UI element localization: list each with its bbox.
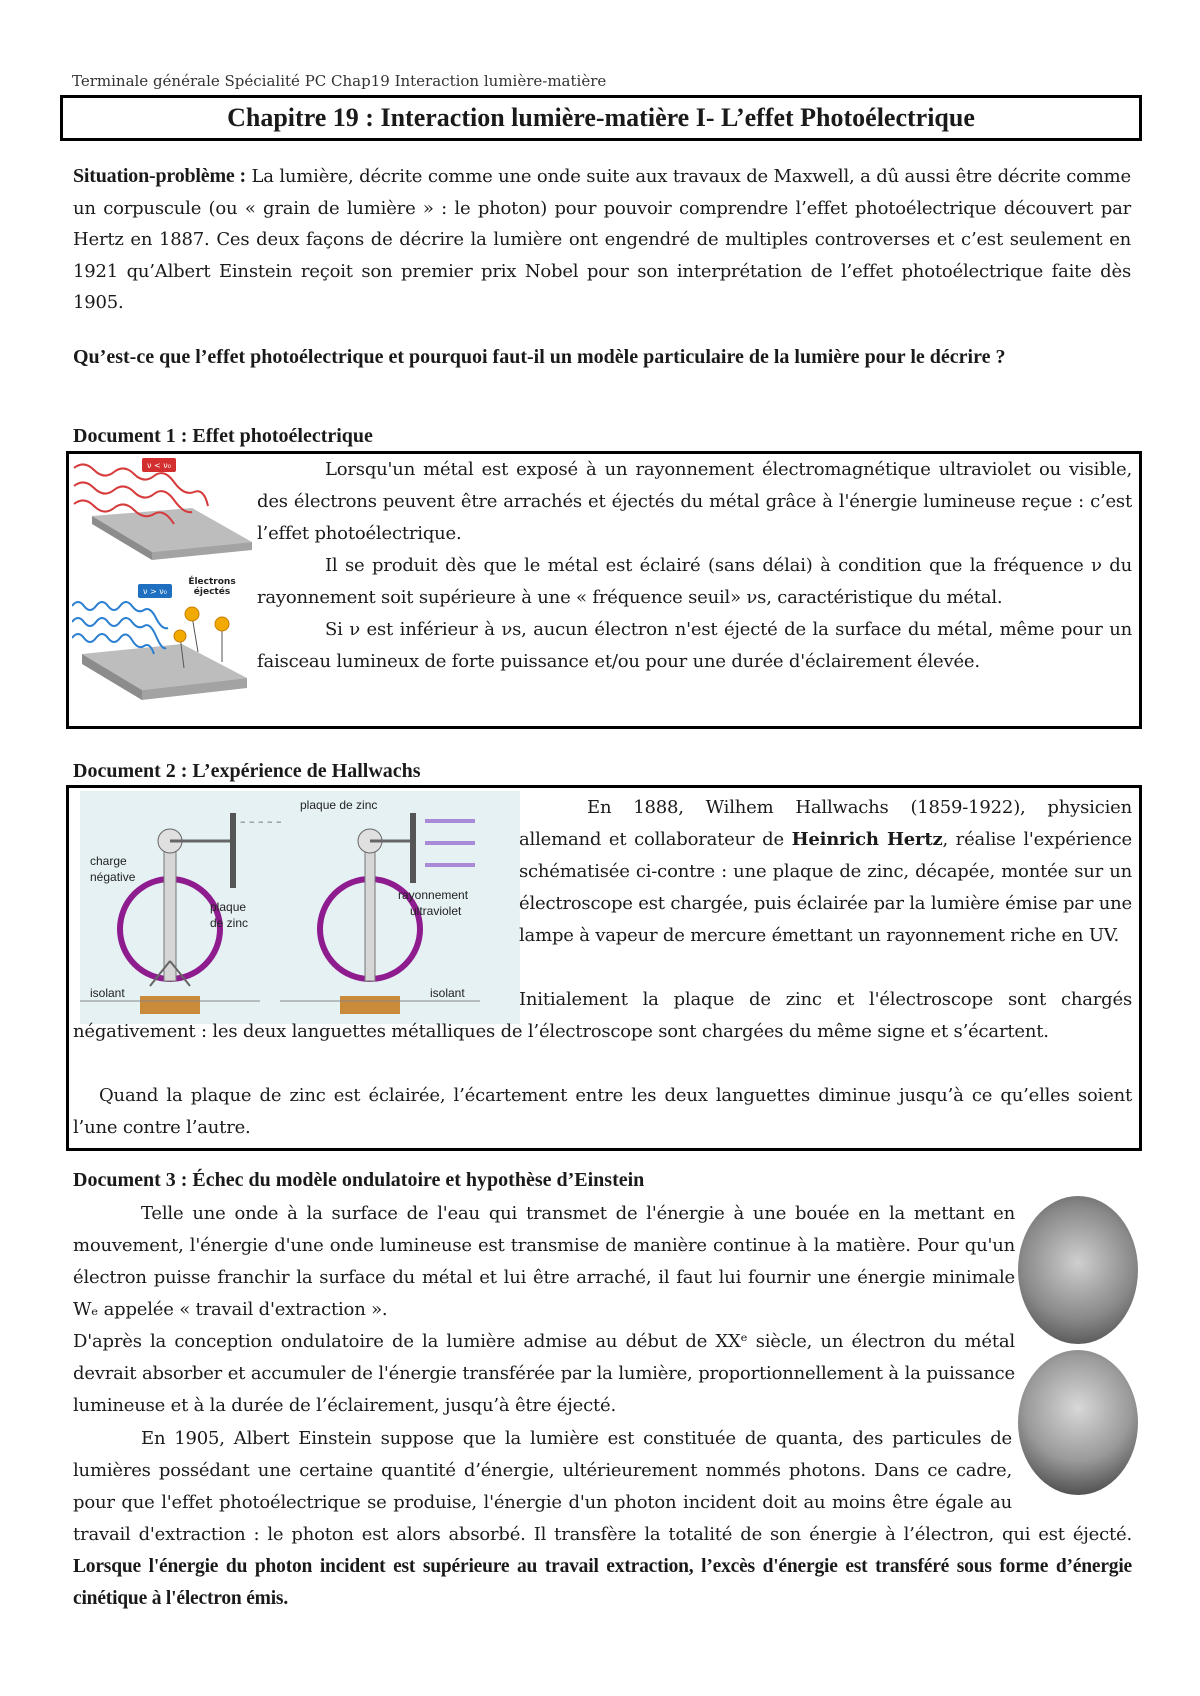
doc1-paragraph-3: Si ν est inférieur à νs, aucun électron n'est éjecté de la surface du métal, même pour un faisceau lumineux de forte puissance et/ou pour une durée d'éclairement élevée. [257,619,1132,672]
blue-wave-2 [72,618,166,648]
doc2-paragraph-2: Initialement la plaque de zinc et l'électroscope sont chargés négativement : les deux languettes métalliques de l’électroscope sont chargées du même signe et s’écartent. [73,989,1132,1042]
rayonnement-label: rayonnement [398,888,469,902]
chapter-title: Chapitre 19 : Interaction lumière-matière I- L’effet Photoélectrique [60,95,1142,141]
electron-2 [215,617,229,631]
right-isolant-label: isolant [430,986,465,1000]
doc3-text-top [73,1198,1015,1422]
doc3-paragraph-1: Telle une onde à la surface de l'eau qui transmet de l'énergie à une bouée en la mettant en mouvement, l'énergie d'une onde lumineuse est transmise de manière continue à la matière. Pour qu'un électron puisse franchir la surface du métal et lui être arraché, il faut lui fournir une énergie minimale Wₑ appelée « travail d'extraction ». [73,1203,1015,1320]
main-question: Qu’est-ce que l’effet photoélectrique et pourquoi faut-il un modèle particulaire de la lumière pour le décrire ? [73,346,1006,368]
running-header: Terminale générale Spécialité PC Chap19 Interaction lumière-matière [72,72,607,90]
situation-paragraph [73,161,1131,319]
doc2-text-right [519,792,1132,952]
portrait-spacer [1012,1423,1132,1519]
right-zinc-plate [410,813,416,883]
high-frequency-label: ν > ν₀ [143,587,167,596]
doc2-paragraph-3: Quand la plaque de zinc est éclairée, l’écartement entre les deux languettes diminue jusqu’à ce qu’elles soient l’une contre l’autre. [73,1085,1132,1138]
plaque-de-zinc-label: plaque de zinc [300,798,378,812]
doc1-text [257,454,1132,678]
left-isolant-label: isolant [90,986,125,1000]
low-frequency-label: ν < ν₀ [147,461,171,470]
electron-1 [185,607,199,621]
left-plate-charges: – – – – – [240,815,282,828]
de-zinc-label: de zinc [210,916,249,930]
photoelectric-figure [72,456,252,714]
doc3-title: Document 3 : Échec du modèle ondulatoire et hypothèse d’Einstein [73,1169,645,1191]
ultraviolet-label: ultraviolet [410,904,462,918]
doc2-title: Document 2 : L’expérience de Hallwachs [73,760,421,782]
doc3-paragraph-3: En 1905, Albert Einstein suppose que la lumière est constituée de quanta, des particules de lumières possédant une certaine quantité d’énergie, ultérieurement nommés photons. Dans ce cadre, pour que l'effet photoélectrique se produise, l'énergie d'un photon incident doit au moins être égale au travail d'extraction : le photon est alors absorbé. Il transfère la totalité de son énergie à l’électron, qui est éjecté. Lorsque l'énergie du photon incident est supérieure au travail extraction, l’excès d'énergie est transféré sous forme d’énergie cinétique à l'électron émis. [73,1423,1132,1615]
doc1-title: Document 1 : Effet photoélectrique [73,425,373,447]
right-electroscope-rod [365,851,375,981]
left-zinc-plate [230,813,236,888]
doc1-paragraph-2: Il se produit dès que le métal est éclairé (sans délai) à condition que la fréquence ν du rayonnement soit supérieure à une « fréquence seuil» νs, caractéristique du métal. [257,555,1132,608]
doc1-paragraph-1: Lorsqu'un métal est exposé à un rayonnement électromagnétique ultraviolet ou visible, des électrons peuvent être arrachés et éjectés du métal grâce à l'énergie lumineuse reçue : c’est l’effet photoélectrique. [257,459,1132,544]
electron-3 [174,630,186,642]
situation-label: Situation-problème : [73,165,246,187]
doc2-paragraph-1: En 1888, Wilhem Hallwachs (1859-1922), physicien allemand et collaborateur de Heinrich Hertz, réalise l'expérience schématisée ci-contre : une plaque de zinc, décapée, montée sur un électroscope est chargée, puis éclairée par la lumière émise par une lampe à vapeur de mercure émettant un rayonnement riche en UV. [519,797,1132,946]
heinrich-hertz-name: Heinrich Hertz [791,829,943,850]
situation-text: La lumière, décrite comme une onde suite aux travaux de Maxwell, a dû aussi être décrite comme un corpuscule (ou « grain de lumière » : le photon) pour pouvoir comprendre l’effet photoélectrique découvert par Hertz en 1887. Ces deux façons de décrire la lumière ont engendré de multiples controverses et c’est seulement en 1921 qu’Albert Einstein reçoit son premier prix Nobel pour son interprétation de l’effet photoélectrique faite dès 1905. [73,166,1131,313]
red-wave-1 [74,464,208,506]
einstein-portrait [1018,1196,1138,1344]
negative-label: négative [90,870,136,884]
ejected-electrons-label: Électrons éjectés [188,577,236,597]
charge-label: charge [90,854,127,868]
doc3-conclusion: Lorsque l'énergie du photon incident est supérieure au travail extraction, l’excès d'énergie est transféré sous forme d’énergie cinétique à l'électron émis. [73,1556,1132,1609]
doc3-paragraph-2: D'après la conception ondulatoire de la lumière admise au début de XXᵉ siècle, un électron du métal devrait absorber et accumuler de l'énergie transférée par la lumière, proportionnellement à la puissance lumineuse et à la durée de l’éclairement, jusqu’à être éjecté. [73,1331,1015,1416]
plaque-label: plaque [210,900,247,914]
